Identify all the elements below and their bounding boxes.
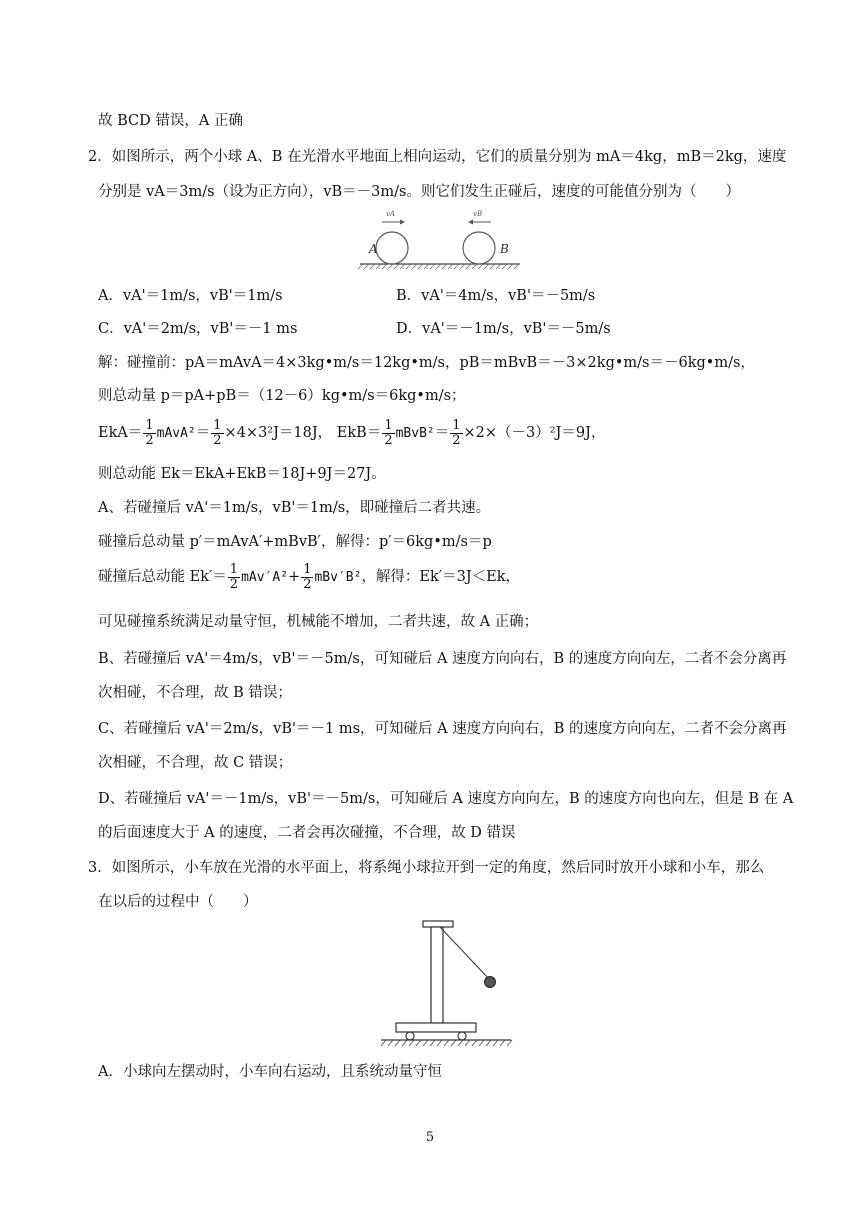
q2-solution-line-1: 解：碰撞前：pA＝mAvA＝4×3kg•m/s＝12kg•m/s，pB＝mBvB＝－3×2kg•m/s＝－6kg•m/s， — [98, 355, 755, 371]
fraction-half: $\frac{1}{2}$ — [213, 417, 222, 448]
q2-option-d: D．vA'＝－1m/s，vB'＝－5m/s — [396, 321, 611, 337]
q2-stem-line-2: 分别是 vA＝3m/s（设为正方向），vB＝－3m/s。则它们发生正碰后，速度的可能值分别为（ ） — [98, 184, 740, 200]
cart-body — [396, 1023, 476, 1032]
ball-a — [376, 232, 408, 264]
fraction-half: $\frac{1}{2}$ — [303, 561, 312, 592]
cart-wheel-right — [458, 1032, 466, 1040]
q2-solution-line-11: C、若碰撞后 vA'＝2m/s，vB'＝－1 ms，可知碰后 A 速度方向向右，B 的速度方向向左，二者不会分离再 — [98, 721, 787, 737]
q2-option-a: A．vA'＝1m/s，vB'＝1m/s — [98, 288, 283, 304]
q2-solution-line-2: 则总动量 p＝pA+pB＝（12－6）kg•m/s＝6kg•m/s； — [98, 388, 466, 404]
velocity-b-label: vB — [473, 210, 483, 218]
eka-value: ×4×3²J＝18J， — [224, 425, 333, 441]
ekb-symbol: mBvB² — [395, 426, 435, 441]
q2-solution-line-8: 可见碰撞系统满足动量守恒，机械能不增加，二者共速，故 A 正确； — [98, 614, 539, 630]
q2-stem-line-1: 2．如图所示，两个小球 A、B 在光滑水平地面上相向运动，它们的质量分别为 mA＝4kg，mB＝2kg，速度 — [88, 149, 787, 165]
ball-a-label: A — [369, 242, 378, 256]
fraction-half: $\frac{1}{2}$ — [229, 561, 239, 592]
fraction-half: $\frac{1}{2}$ — [384, 417, 393, 448]
q2-solution-line-6: 碰撞后总动量 p′＝mAvA′+mBvB′，解得：p′＝6kg•m/s＝p — [98, 534, 492, 550]
q2-solution-line-12: 次相碰，不合理，故 C 错误； — [98, 755, 293, 771]
ek-after-b-symbol: mBv′B² — [314, 570, 362, 585]
q3-option-a: A．小球向左摆动时，小车向右运动，且系统动量守恒 — [98, 1064, 442, 1080]
q2-solution-line-9: B、若碰撞后 vA'＝4m/s，vB'＝－5m/s，可知碰后 A 速度方向向右，B 的速度方向向左，二者不会分离再 — [98, 651, 787, 667]
cart-wheel-left — [406, 1032, 414, 1040]
q2-solution-line-10: 次相碰，不合理，故 B 错误； — [98, 685, 292, 701]
velocity-a-label: vA — [386, 210, 396, 218]
eka-label: EkA＝ — [98, 425, 143, 441]
q2-two-balls-figure — [355, 208, 525, 270]
q3-pendulum-cart-figure — [376, 918, 516, 1050]
ball-b-label: B — [500, 242, 509, 256]
q2-after-energy-line: 碰撞后总动能 Ek′＝ $\frac{1}{2}$ mAv′A²+ $\frac{1}{2}$ mBv′B²，解得：Ek′＝3J＜Ek， — [98, 561, 521, 592]
ekb-value: ×2×（－3）²J＝9J， — [463, 425, 606, 441]
q2-solution-line-14: 的后面速度大于 A 的速度，二者会再次碰撞，不合理，故 D 错误 — [98, 825, 516, 841]
eka-symbol: mAvA² — [156, 426, 196, 441]
fraction-half: $\frac{1}{2}$ — [145, 417, 154, 448]
pendulum-post — [431, 927, 443, 1023]
ekb-label: EkB＝ — [336, 425, 382, 441]
q2-solution-line-13: D、若碰撞后 vA'＝－1m/s，vB'＝－5m/s，可知碰后 A 速度方向向左，B 的速度方向也向左，但是 B 在 A — [98, 791, 794, 807]
ground-hatching — [381, 1040, 512, 1046]
fraction-half: $\frac{1}{2}$ — [452, 417, 461, 448]
q2-option-b: B．vA'＝4m/s，vB'＝－5m/s — [396, 288, 596, 304]
q2-solution-line-4: 则总动能 Ek＝EkA+EkB＝18J+9J＝27J。 — [98, 466, 386, 482]
ball-b — [463, 232, 495, 264]
q3-stem-line-2: 在以后的过程中（ ） — [98, 894, 258, 910]
pendulum-top-bar — [423, 921, 453, 927]
q2-option-c: C．vA'＝2m/s，vB'＝－1 ms — [98, 321, 298, 337]
ek-after-a-symbol: mAv′A² — [241, 570, 289, 585]
q2-energy-line: EkA＝ $\frac{1}{2}$ mAvA²＝ $\frac{1}{2}$ ×4×3²J＝18J， EkB＝ $\frac{1}{2}$ mBvB²＝ $\frac{1}{2}$ ×2×（－3）²J＝9J， — [98, 417, 606, 448]
previous-conclusion: 故 BCD 错误，A 正确 — [98, 113, 243, 129]
pendulum-string — [440, 927, 489, 979]
q3-stem-line-1: 3．如图所示，小车放在光滑的水平面上，将系绳小球拉开到一定的角度，然后同时放开小球和小车，那么 — [88, 860, 765, 876]
ground-hatching — [358, 264, 520, 269]
pendulum-ball — [485, 977, 496, 988]
page-number: 5 — [425, 1130, 435, 1145]
q2-solution-line-5: A、若碰撞后 vA'＝1m/s，vB'＝1m/s，即碰撞后二者共速。 — [98, 500, 491, 516]
